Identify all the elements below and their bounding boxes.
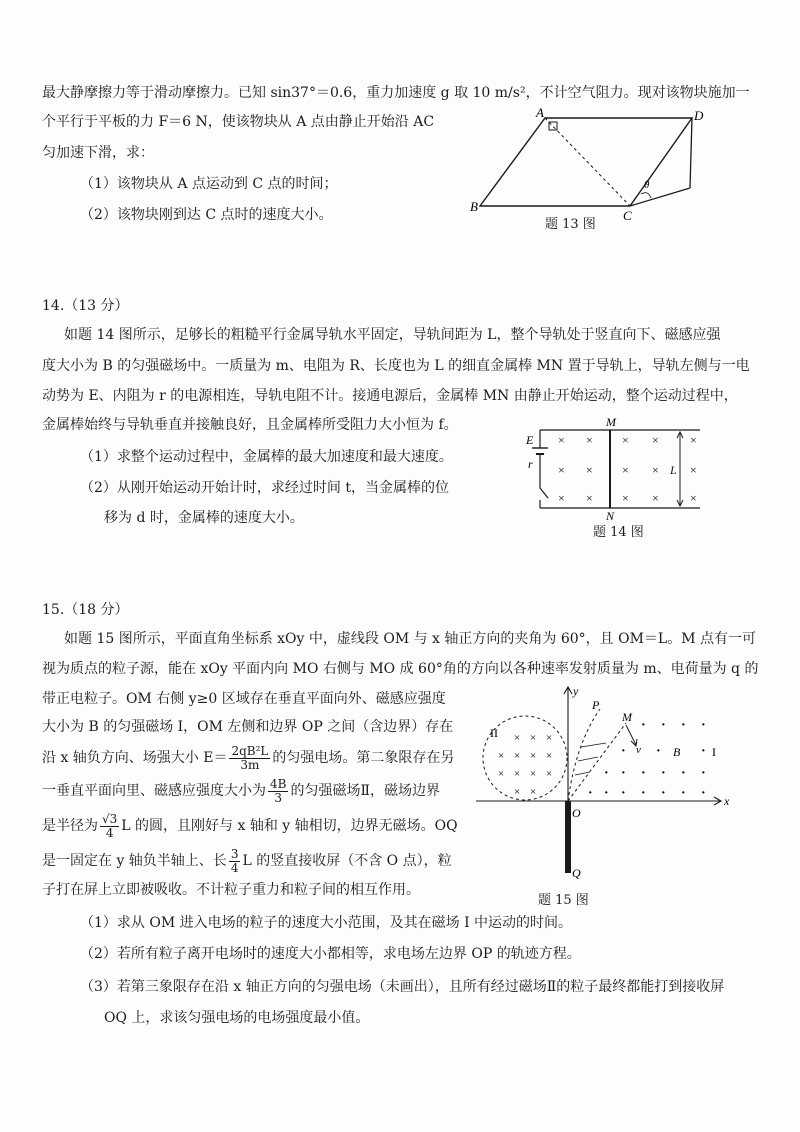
- q14-figure: [520, 418, 720, 520]
- q15-dot: ·: [604, 786, 609, 801]
- q13-label-A: A: [536, 108, 544, 120]
- q15-p1: 如题 15 图所示，平面直角坐标系 xOy 中，虚线段 OM 与 x 轴正方向的夹角为 60°，且 OM＝L。M 点有一可: [64, 631, 757, 647]
- q15-dot: ·: [641, 766, 646, 781]
- q13-label-D: D: [694, 108, 704, 123]
- q15-p3: 带正电粒子。OM 右侧 y≥0 区域存在垂直平面向外、磁感应强度: [42, 691, 446, 707]
- q15-dot: ·: [604, 766, 609, 781]
- q15-frac-B: [268, 778, 288, 805]
- q15-velocity-arrow: [626, 725, 636, 745]
- q15-frac-L-num: 3: [230, 846, 239, 861]
- q15-label-I: I: [712, 745, 716, 759]
- q15-cross: ×: [530, 768, 537, 780]
- q15-header: 15.（18 分）: [42, 602, 129, 618]
- q15-frac-B-num: 4B: [270, 776, 287, 791]
- q15-sub3a: （3）若第三象限存在沿 x 轴正方向的匀强电场（未画出），且所有经过磁场Ⅱ的粒子最终都能打到接收屏: [80, 979, 725, 995]
- q15-label-P: P: [592, 698, 600, 712]
- q15-dot: ·: [681, 718, 686, 733]
- q13-line1: 最大静摩擦力等于滑动摩擦力。已知 sin37°＝0.6，重力加速度 g 取 10 m/s²，不计空气阻力。现对该物块施加一: [42, 85, 750, 101]
- q15-frac-E: [229, 745, 270, 772]
- q15-p5: [42, 744, 454, 772]
- q14-cross: ×: [586, 491, 593, 505]
- q14-switch: [540, 488, 548, 498]
- q15-cross: ×: [546, 750, 553, 762]
- q14-caption: 题 14 图: [593, 525, 644, 540]
- q15-label-Q: Q: [572, 866, 581, 880]
- q15-e-line: [581, 743, 606, 747]
- q15-frac-R: [100, 813, 119, 840]
- q15-cross: ×: [514, 750, 521, 762]
- q15-dot: ·: [681, 786, 686, 801]
- q15-cross: ×: [530, 732, 537, 744]
- q14-label-r: r: [528, 457, 533, 471]
- q15-dot: ·: [588, 786, 593, 801]
- q13-line2: 个平行于平板的力 F＝6 N，使该物块从 A 点由静止开始沿 AC: [42, 114, 435, 130]
- q15-frac-R-num: √3: [102, 811, 118, 826]
- q15-dot: ·: [661, 786, 666, 801]
- q15-dot: ·: [701, 744, 706, 759]
- q14-sub1: （1）求整个运动过程中，金属棒的最大加速度和最大速度。: [80, 449, 453, 465]
- q15-p6a: 一垂直平面向里、磁感应强度大小为: [42, 783, 266, 799]
- q14-label-E: E: [526, 433, 534, 447]
- q14-p2: 度大小为 B 的匀强磁场中。一质量为 m、电阻为 R、长度也为 L 的细直金属棒 MN 置于导轨上，导轨左侧与一电: [42, 358, 750, 374]
- q14-cross: ×: [622, 491, 629, 505]
- q15-cross: ×: [498, 768, 505, 780]
- q15-OP-boundary: [568, 709, 600, 801]
- q14-cross: ×: [558, 491, 565, 505]
- q14-sub2b: 移为 d 时，金属棒的速度大小。: [104, 510, 304, 526]
- q13-sub1: （1）该物块从 A 点运动到 C 点的时间；: [80, 176, 338, 192]
- q14-cross: ×: [690, 463, 697, 477]
- q14-p4: 金属棒始终与导轨垂直并接触良好，且金属棒所受阻力大小恒为 f。: [42, 417, 458, 433]
- q15-p6b: 的匀强磁场Ⅱ，磁场边界: [290, 783, 440, 799]
- q13-support-edge: [630, 188, 690, 206]
- q15-cross: ×: [514, 768, 521, 780]
- q15-sub1: （1）求从 OM 进入电场的粒子的速度大小范围，及其在磁场 I 中运动的时间。: [80, 915, 573, 931]
- q13-label-B: B: [470, 199, 478, 214]
- q15-p7a: 是半径为: [42, 818, 98, 834]
- q14-cross: ×: [586, 463, 593, 477]
- q13-caption: 题 13 图: [545, 217, 596, 232]
- q15-label-II: II: [490, 726, 498, 740]
- q14-label-N: N: [606, 509, 615, 520]
- q15-label-M: M: [622, 710, 632, 724]
- q14-cross: ×: [652, 463, 659, 477]
- q13-sub2: （2）该物块刚到达 C 点时的速度大小。: [80, 207, 333, 223]
- q15-dot: ·: [641, 718, 646, 733]
- q14-cross: ×: [586, 433, 593, 447]
- q15-screen-OQ: [565, 801, 571, 873]
- q15-cross: ×: [514, 786, 521, 798]
- q14-label-M: M: [606, 418, 616, 429]
- q13-angle-arc: [641, 193, 651, 198]
- q14-cross: ×: [652, 491, 659, 505]
- q15-p8: [42, 847, 452, 875]
- q15-label-O: O: [572, 806, 581, 820]
- q15-p6: [42, 777, 440, 805]
- q15-frac-R-den: 4: [105, 825, 114, 840]
- q13-label-C: C: [623, 208, 632, 223]
- q15-e-line: [575, 772, 590, 775]
- q15-label-B: B: [673, 745, 681, 759]
- q15-cross: ×: [546, 732, 553, 744]
- q15-dot: ·: [701, 718, 706, 733]
- q14-cross: ×: [690, 491, 697, 505]
- q15-frac-L: [229, 848, 241, 875]
- q15-p2: 视为质点的粒子源，能在 xOy 平面内向 MO 右侧与 MO 成 60°角的方向以各种速率发射质量为 m、电荷量为 q 的: [42, 661, 759, 677]
- q13-plate-outline: [480, 118, 692, 206]
- q15-cross: ×: [498, 750, 505, 762]
- q15-dot: ·: [681, 766, 686, 781]
- q14-p1: 如题 14 图所示，足够长的粗糙平行金属导轨水平固定，导轨间距为 L，整个导轨处于竖直向下、磁感应强: [64, 327, 721, 343]
- q15-e-line: [578, 757, 598, 761]
- q15-frac-E-den: 3m: [240, 757, 260, 772]
- q15-p8a: 是一固定在 y 轴负半轴上、长: [42, 853, 227, 869]
- q15-caption: 题 15 图: [538, 893, 589, 908]
- q13-label-theta: θ: [644, 179, 650, 191]
- q14-cross: ×: [622, 463, 629, 477]
- q15-dot: ·: [621, 766, 626, 781]
- q15-p7b: L 的圆，且刚好与 x 轴和 y 轴相切，边界无磁场。OQ: [121, 818, 458, 834]
- q14-label-L: L: [670, 463, 677, 477]
- q15-figure: [476, 683, 736, 883]
- q14-cross: ×: [558, 433, 565, 447]
- q15-p8b: L 的竖直接收屏（不含 O 点），粒: [242, 853, 452, 869]
- q15-dot: ·: [661, 766, 666, 781]
- q15-frac-B-den: 3: [274, 790, 283, 805]
- q15-field-I-dots: [588, 718, 706, 801]
- q14-sub2a: （2）从刚开始运动开始计时，求经过时间 t，当金属棒的位: [80, 480, 449, 496]
- q14-cross: ×: [690, 433, 697, 447]
- q15-cross: ×: [530, 786, 537, 798]
- q14-p3: 动势为 E、内阻为 r 的电源相连，导轨电阻不计。接通电源后，金属棒 MN 由静止开始运动，整个运动过程中，: [42, 388, 738, 404]
- q15-cross: ×: [546, 768, 553, 780]
- q15-frac-E-num: 2qB²L: [231, 743, 269, 758]
- q15-p9: 子打在屏上立即被吸收。不计粒子重力和粒子间的相互作用。: [42, 882, 420, 898]
- q14-cross: ×: [652, 433, 659, 447]
- q14-header: 14.（13 分）: [42, 298, 129, 314]
- q15-dot: ·: [701, 766, 706, 781]
- q13-dashed-AC: [545, 118, 630, 206]
- q15-field-II-crosses: [498, 732, 552, 798]
- q15-dot: ·: [661, 718, 666, 733]
- q15-label-y: y: [573, 684, 579, 698]
- q15-dot: ·: [701, 786, 706, 801]
- q15-p4: 大小为 B 的匀强磁场 I，OM 左侧和边界 OP 之间（含边界）存在: [42, 719, 454, 735]
- q13-figure: [470, 108, 730, 238]
- q15-OM-line: [568, 723, 626, 801]
- q15-p5a: 沿 x 轴负方向、场强大小 E＝: [42, 750, 228, 766]
- q15-label-v: v: [636, 744, 641, 756]
- q15-dot: ·: [641, 786, 646, 801]
- q15-dot: ·: [621, 744, 626, 759]
- q15-dot: ·: [621, 786, 626, 801]
- q15-p5b: 的匀强电场。第二象限存在另: [272, 750, 455, 766]
- q15-cross: ×: [530, 750, 537, 762]
- q15-p7: [42, 812, 458, 840]
- q15-sub3b: OQ 上，求该匀强电场的电场强度最小值。: [104, 1010, 370, 1026]
- q13-vertical-edge: [690, 118, 692, 188]
- q15-dot: ·: [656, 744, 661, 759]
- q15-cross: ×: [514, 732, 521, 744]
- q14-cross: ×: [558, 463, 565, 477]
- q14-cross: ×: [622, 433, 629, 447]
- q15-label-x: x: [724, 794, 730, 808]
- q15-frac-L-den: 4: [230, 860, 239, 875]
- q15-sub2: （2）若所有粒子离开电场时的速度大小都相等，求电场左边界 OP 的轨迹方程。: [80, 946, 581, 962]
- q13-line3: 匀加速下滑，求：: [42, 145, 154, 161]
